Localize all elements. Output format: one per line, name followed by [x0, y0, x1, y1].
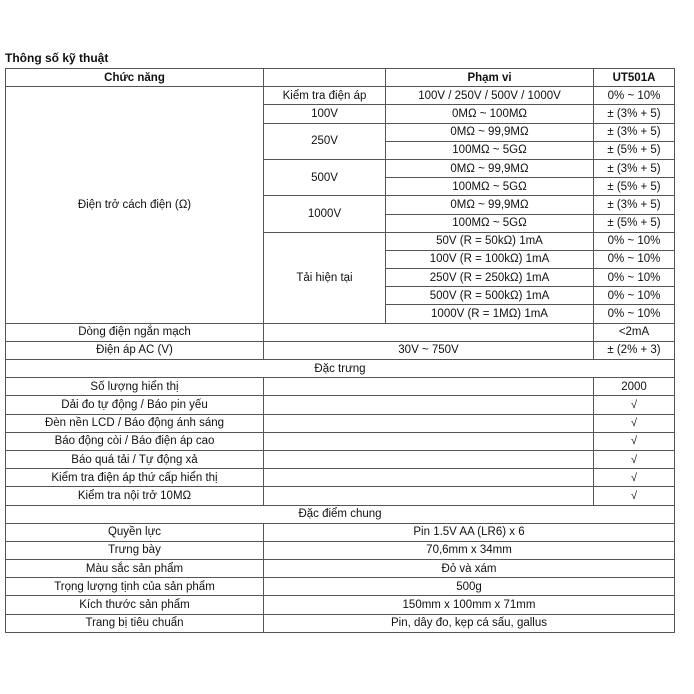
check-icon: √ [594, 469, 675, 487]
feature-empty [264, 414, 594, 432]
check-icon: √ [594, 450, 675, 468]
ac-voltage-label: Điện áp AC (V) [6, 341, 264, 359]
general-value: 500g [264, 578, 675, 596]
insulation-label: Điện trở cách điện (Ω) [6, 87, 264, 323]
feature-empty [264, 378, 594, 396]
table-row [6, 87, 675, 105]
table-row [6, 450, 675, 468]
load-accuracy: 0% ~ 10% [594, 250, 675, 268]
general-value: Pin, dây đo, kẹp cá sấu, gallus [264, 614, 675, 632]
v100-label: 100V [264, 105, 386, 123]
table-row [6, 414, 675, 432]
v250-acc2: ± (5% + 5) [594, 141, 675, 159]
table-row [6, 614, 675, 632]
feature-label: Báo động còi / Báo điện áp cao [6, 432, 264, 450]
general-value: 150mm x 100mm x 71mm [264, 596, 675, 614]
v500-acc2: ± (5% + 5) [594, 178, 675, 196]
table-row [6, 396, 675, 414]
table-row [6, 341, 675, 359]
table-row [6, 560, 675, 578]
short-circuit-empty [264, 323, 594, 341]
general-label: Trọng lượng tịnh của sản phẩm [6, 578, 264, 596]
v1000-acc2: ± (5% + 5) [594, 214, 675, 232]
v250-acc1: ± (3% + 5) [594, 123, 675, 141]
general-label: Quyền lực [6, 523, 264, 541]
voltage-test-range: 100V / 250V / 500V / 1000V [386, 87, 594, 105]
feature-empty [264, 432, 594, 450]
feature-value: 2000 [594, 378, 675, 396]
general-label: Trang bị tiêu chuẩn [6, 614, 264, 632]
load-accuracy: 0% ~ 10% [594, 305, 675, 323]
table-row [6, 541, 675, 559]
feature-empty [264, 450, 594, 468]
table-row [6, 487, 675, 505]
table-row [6, 596, 675, 614]
features-heading: Đặc trưng [6, 360, 675, 378]
header-empty [264, 69, 386, 87]
section-row [6, 505, 675, 523]
spec-table [5, 68, 675, 633]
general-value: Pin 1.5V AA (LR6) x 6 [264, 523, 675, 541]
load-accuracy: 0% ~ 10% [594, 287, 675, 305]
table-row [6, 378, 675, 396]
short-circuit-label: Dòng điện ngắn mạch [6, 323, 264, 341]
general-value: Đỏ và xám [264, 560, 675, 578]
general-heading: Đặc điểm chung [6, 505, 675, 523]
feature-label: Kiểm tra nội trở 10MΩ [6, 487, 264, 505]
load-label: Tải hiện tại [264, 232, 386, 323]
feature-label: Đèn nền LCD / Báo động ánh sáng [6, 414, 264, 432]
general-label: Kích thước sản phẩm [6, 596, 264, 614]
feature-label: Số lượng hiển thị [6, 378, 264, 396]
feature-label: Kiểm tra điện áp thứ cấp hiển thị [6, 469, 264, 487]
load-range: 250V (R = 250kΩ) 1mA [386, 269, 594, 287]
v100-range: 0MΩ ~ 100MΩ [386, 105, 594, 123]
v1000-label: 1000V [264, 196, 386, 232]
header-model: UT501A [594, 69, 675, 87]
v1000-acc1: ± (3% + 5) [594, 196, 675, 214]
header-range: Phạm vi [386, 69, 594, 87]
table-row [6, 432, 675, 450]
check-icon: √ [594, 396, 675, 414]
v1000-range1: 0MΩ ~ 99,9MΩ [386, 196, 594, 214]
load-range: 1000V (R = 1MΩ) 1mA [386, 305, 594, 323]
load-range: 500V (R = 500kΩ) 1mA [386, 287, 594, 305]
v250-range2: 100MΩ ~ 5GΩ [386, 141, 594, 159]
v500-range1: 0MΩ ~ 99,9MΩ [386, 159, 594, 177]
ac-voltage-accuracy: ± (2% + 3) [594, 341, 675, 359]
page-title: Thông số kỹ thuật [5, 51, 109, 65]
v500-label: 500V [264, 159, 386, 195]
v500-acc1: ± (3% + 5) [594, 159, 675, 177]
v250-range1: 0MΩ ~ 99,9MΩ [386, 123, 594, 141]
v500-range2: 100MΩ ~ 5GΩ [386, 178, 594, 196]
voltage-test-label: Kiểm tra điện áp [264, 87, 386, 105]
check-icon: √ [594, 487, 675, 505]
general-value: 70,6mm x 34mm [264, 541, 675, 559]
v1000-range2: 100MΩ ~ 5GΩ [386, 214, 594, 232]
feature-empty [264, 487, 594, 505]
feature-empty [264, 469, 594, 487]
voltage-test-accuracy: 0% ~ 10% [594, 87, 675, 105]
feature-empty [264, 396, 594, 414]
v100-accuracy: ± (3% + 5) [594, 105, 675, 123]
table-row [6, 469, 675, 487]
table-row [6, 523, 675, 541]
ac-voltage-range: 30V ~ 750V [264, 341, 594, 359]
feature-label: Dải đo tự động / Báo pin yếu [6, 396, 264, 414]
load-accuracy: 0% ~ 10% [594, 269, 675, 287]
table-row [6, 578, 675, 596]
load-range: 100V (R = 100kΩ) 1mA [386, 250, 594, 268]
header-row [6, 69, 675, 87]
short-circuit-value: <2mA [594, 323, 675, 341]
section-row [6, 360, 675, 378]
load-range: 50V (R = 50kΩ) 1mA [386, 232, 594, 250]
header-function: Chức năng [6, 69, 264, 87]
general-label: Màu sắc sản phẩm [6, 560, 264, 578]
load-accuracy: 0% ~ 10% [594, 232, 675, 250]
v250-label: 250V [264, 123, 386, 159]
feature-label: Báo quá tải / Tự động xả [6, 450, 264, 468]
check-icon: √ [594, 414, 675, 432]
table-row [6, 323, 675, 341]
general-label: Trưng bày [6, 541, 264, 559]
check-icon: √ [594, 432, 675, 450]
